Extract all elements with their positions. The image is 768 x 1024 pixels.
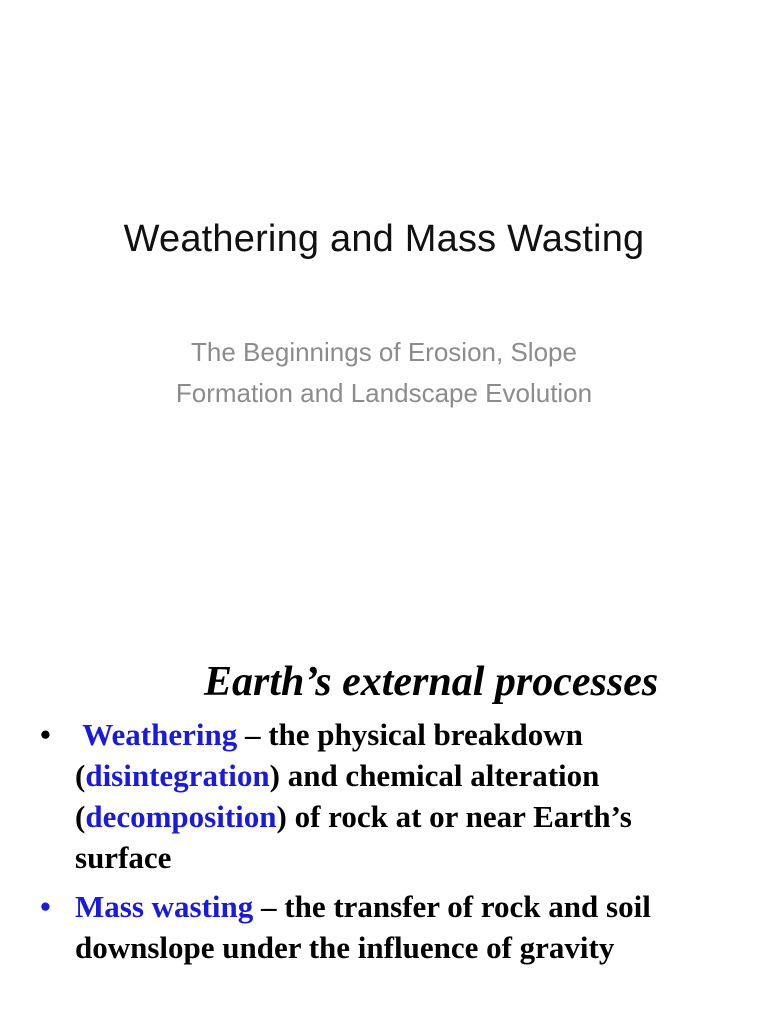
bullet-marker: • bbox=[40, 717, 51, 752]
line-text: surface bbox=[75, 840, 172, 875]
term-mass-wasting: Mass wasting bbox=[75, 889, 254, 924]
subtitle-line-1: The Beginnings of Erosion, Slope bbox=[191, 337, 577, 367]
content-slide bbox=[0, 640, 768, 1024]
bullet-mass-wasting bbox=[0, 886, 725, 968]
bullet-weathering bbox=[0, 714, 725, 878]
bullet-line bbox=[75, 796, 725, 837]
slide-title: Weathering and Mass Wasting bbox=[123, 218, 645, 260]
bullet-line bbox=[75, 714, 725, 755]
subtitle-line-2: Formation and Landscape Evolution bbox=[175, 378, 593, 408]
bullet-list bbox=[0, 714, 768, 968]
line-lead: ( bbox=[75, 799, 86, 834]
line-text: – the transfer of rock and soil bbox=[253, 889, 651, 924]
slide-heading: Earth’s external processes bbox=[204, 659, 659, 705]
term-decomposition: decomposition bbox=[85, 799, 277, 834]
bullet-line bbox=[75, 837, 725, 878]
line-lead: ( bbox=[75, 758, 86, 793]
line-text: downslope under the influence of gravity bbox=[75, 930, 615, 965]
bullet-line bbox=[75, 755, 725, 796]
line-text: ) and chemical alteration bbox=[269, 758, 600, 793]
term-weathering: Weathering bbox=[82, 717, 238, 752]
bullet-line bbox=[75, 927, 725, 968]
bullet-line bbox=[75, 886, 725, 927]
bullet-marker: • bbox=[40, 889, 51, 924]
line-text: ) of rock at or near Earth’s bbox=[276, 799, 632, 834]
line-text: – the physical breakdown bbox=[237, 717, 583, 752]
term-disintegration: disintegration bbox=[85, 758, 270, 793]
slide-subtitle bbox=[0, 332, 768, 414]
